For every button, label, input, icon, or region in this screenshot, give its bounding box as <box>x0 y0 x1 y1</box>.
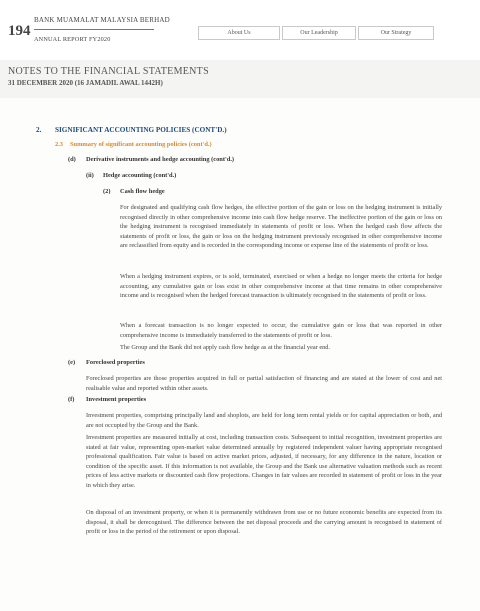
item-e-number: (e) <box>68 359 76 366</box>
foreclosed-paragraph: Foreclosed properties are those properties acquired in full or partial satisfaction of financing and are stated at the lower of cost and net realisable value and reported within other assets. <box>86 375 442 392</box>
nav-our-strategy[interactable]: Our Strategy <box>358 26 434 40</box>
page-title: NOTES TO THE FINANCIAL STATEMENTS <box>8 66 209 77</box>
item-f-number: (f) <box>68 396 75 403</box>
item-e-title: Foreclosed properties <box>86 359 145 366</box>
item-d-title: Derivative instruments and hedge accounting (cont'd.) <box>86 156 235 163</box>
subsection-title: Summary of significant accounting policies (cont'd.) <box>70 141 212 148</box>
bank-name: BANK MUAMALAT MALAYSIA BERHAD <box>34 16 170 24</box>
cash-flow-paragraph-2: When a hedging instrument expires, or is sold, terminated, exercised or when a hedge no longer meets the criteria for hedge accounting, any cumulative gain or loss exist in other comprehensive income at that time remains in other comprehensive income and is recognised when the hedged forecast transaction is ultimately recognised in the statements of profit or loss. <box>120 273 442 300</box>
item-2-title: Cash flow hedge <box>120 188 165 195</box>
section-number: 2. <box>36 126 42 134</box>
item-d-number: (d) <box>68 156 76 163</box>
page-header <box>0 0 480 61</box>
nav-about-us[interactable]: About Us <box>198 26 280 40</box>
cash-flow-paragraph-3: When a forecast transaction is no longer expected to occur, the cumulative gain or loss that was reported in other comprehensive income is immediately transferred to the statements of profit or loss. <box>120 322 442 339</box>
statement-date: 31 DECEMBER 2020 (16 JAMADIL AWAL 1442H) <box>8 79 163 87</box>
investment-paragraph-1: Investment properties, comprising principally land and shoplots, are held for long term rental yields or for capital appreciation or both, and are not occupied by the Group and the Bank. <box>86 412 442 429</box>
nav-our-leadership[interactable]: Our Leadership <box>282 26 356 40</box>
header-divider <box>34 29 154 30</box>
item-ii-number: (ii) <box>86 172 94 179</box>
item-2-number: (2) <box>103 188 111 195</box>
report-name: ANNUAL REPORT FY2020 <box>34 36 111 43</box>
page-number: 194 <box>8 23 31 39</box>
investment-paragraph-3: On disposal of an investment property, or when it is permanently withdrawn from use or no future economic benefits are expected from its disposal, it shall be derecognised. The difference between the net disposal proceeds and the carrying amount is recognised in statement of profit or loss in the period of the retirement or upon disposal. <box>86 509 442 536</box>
item-f-title: Investment properties <box>86 396 147 403</box>
subsection-number: 2.3 <box>55 141 63 148</box>
section-title: SIGNIFICANT ACCOUNTING POLICIES (CONT'D.) <box>55 126 227 134</box>
item-ii-title: Hedge accounting (cont'd.) <box>103 172 177 179</box>
cash-flow-paragraph-1: For designated and qualifying cash flow hedges, the effective portion of the gain or loss on the hedging instrument is initially recognised directly in other comprehensive income into cash flow hedge reserve. The ineffective portion of the gain or loss on the hedging instrument is recognised immediately in statements of profit or loss. When the hedged cash flow affects the statements of profit or loss, the gain or loss on the hedging instrument previously recognised in other comprehensive income are reclassified from equity and is recorded in the corresponding income or expense line of the statements of profit or loss. <box>120 204 442 250</box>
investment-paragraph-2: Investment properties are measured initially at cost, including transaction costs. Subsequent to initial recognition, investment properties are stated at fair value, representing open-market value determined annually by registered independent valuer having appropriate recognised professional qualification. Fair value is based on active market prices, adjusted, if necessary, for any difference in the nature, location or condition of the specific asset. If this information is not available, the Group and the Bank use alternative valuation methods such as recent prices of less active markets or discounted cash flow projections. Changes in fair values are recorded in statement of profit or loss in the year in which they arise. <box>86 434 442 489</box>
cash-flow-paragraph-4: The Group and the Bank did not apply cash flow hedge as at the financial year end. <box>120 344 331 351</box>
